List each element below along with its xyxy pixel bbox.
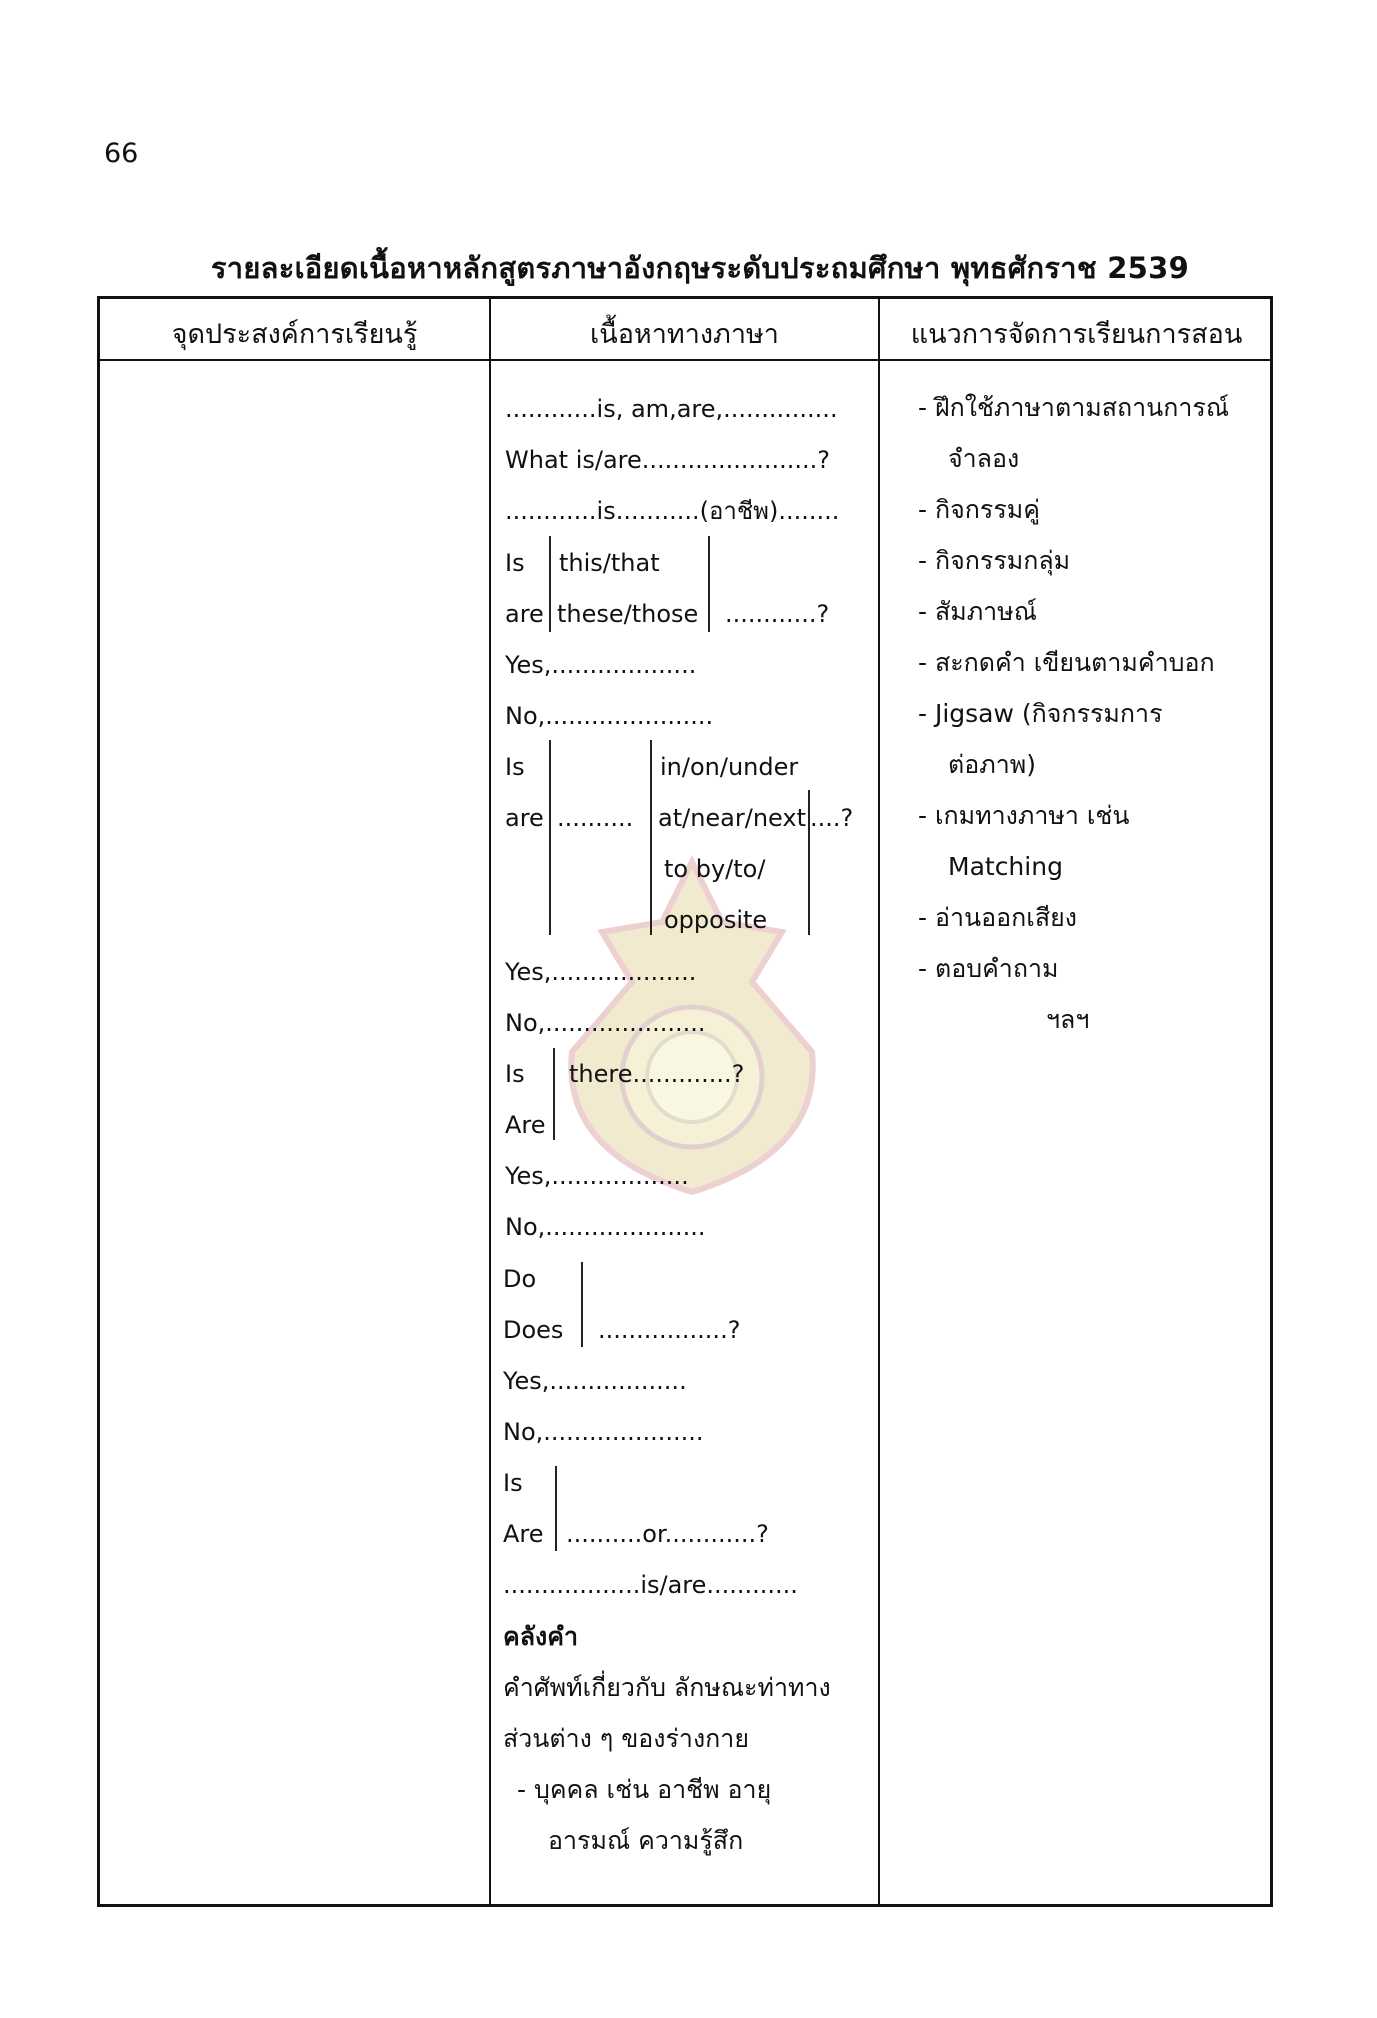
bracket-bar	[549, 740, 551, 935]
bracket-bar	[808, 790, 810, 935]
pattern-line-11: opposite	[664, 906, 768, 934]
pattern-line-10: to by/to/	[664, 855, 766, 883]
column-divider-1	[489, 296, 491, 1907]
pattern-line-9-are: are	[505, 804, 544, 832]
activity-item: - Jigsaw (กิจกรรมการ	[918, 699, 1163, 728]
vocabulary-line-2: ส่วนต่าง ๆ ของร่างกาย	[503, 1724, 749, 1753]
page-number: 66	[104, 138, 139, 169]
pattern-line-18-do: Do	[503, 1265, 537, 1293]
pattern-line-14-is: Is	[505, 1060, 525, 1088]
bracket-bar	[555, 1466, 557, 1551]
header-language-content: เนื้อหาทางภาษา	[590, 319, 779, 350]
table-header-divider	[97, 359, 1273, 361]
pattern-line-13: No,.....................	[505, 1009, 706, 1037]
pattern-line-16: Yes,..................	[505, 1162, 689, 1190]
pattern-line-8-is: Is	[505, 753, 525, 781]
pattern-line-15-are: Are	[505, 1111, 546, 1139]
pattern-line-9-question: ....?	[810, 804, 854, 832]
activity-item: ฯลฯ	[1046, 1005, 1090, 1034]
bracket-bar	[553, 1048, 555, 1140]
activity-item: - สัมภาษณ์	[918, 597, 1037, 626]
pattern-line-4-this-that: this/that	[559, 549, 660, 577]
vocabulary-line-1: คำศัพท์เกี่ยวกับ ลักษณะท่าทาง	[503, 1673, 831, 1702]
pattern-line-20: Yes,..................	[503, 1367, 687, 1395]
vocabulary-heading: คลังคำ	[503, 1622, 579, 1651]
header-teaching-approach: แนวการจัดการเรียนการสอน	[910, 319, 1243, 350]
pattern-line-23-or: ..........or............?	[566, 1520, 769, 1548]
activity-item: - ตอบคำถาม	[918, 954, 1059, 983]
pattern-line-6: Yes,...................	[505, 651, 697, 679]
bracket-bar	[549, 536, 551, 632]
pattern-line-23-are: Are	[503, 1520, 544, 1548]
activity-item: - เกมทางภาษา เช่น	[918, 801, 1130, 830]
header-objectives: จุดประสงค์การเรียนรู้	[171, 319, 418, 350]
pattern-line-19-does: Does	[503, 1316, 564, 1344]
activity-item: - อ่านออกเสียง	[918, 903, 1077, 932]
bracket-bar	[650, 740, 652, 935]
pattern-line-4-is: Is	[505, 549, 525, 577]
pattern-line-17: No,.....................	[505, 1213, 706, 1241]
bracket-bar	[708, 536, 710, 632]
activity-item: - ฝึกใช้ภาษาตามสถานการณ์	[918, 393, 1230, 422]
pattern-line-1: ............is, am,are,...............	[505, 395, 838, 423]
pattern-line-21: No,.....................	[503, 1418, 704, 1446]
document-title: รายละเอียดเนื้อหาหลักสูตรภาษาอังกฤษระดับประถมศึกษา พุทธศักราช 2539	[210, 251, 1190, 285]
activity-item: - กิจกรรมคู่	[918, 495, 1040, 524]
pattern-line-19-blank: .................?	[598, 1316, 741, 1344]
vocabulary-line-4: อารมณ์ ความรู้สึก	[548, 1826, 744, 1855]
column-divider-2	[878, 296, 880, 1907]
activity-item: Matching	[948, 852, 1063, 881]
pattern-line-9-blank: ..........	[557, 804, 634, 832]
pattern-line-24: ..................is/are............	[503, 1571, 798, 1599]
vocabulary-line-3: - บุคคล เช่น อาชีพ อายุ	[517, 1775, 772, 1804]
pattern-line-5-are: are	[505, 600, 544, 628]
pattern-line-8-prepositions: in/on/under	[660, 753, 799, 781]
pattern-line-3: ............is...........(อาชีพ)........	[505, 497, 840, 525]
pattern-line-5-these-those: these/those	[557, 600, 699, 628]
pattern-line-2: What is/are.......................?	[505, 446, 830, 474]
activity-item: ต่อภาพ)	[948, 750, 1037, 779]
pattern-line-22-is: Is	[503, 1469, 523, 1497]
curriculum-table	[97, 296, 1273, 1907]
pattern-line-12: Yes,...................	[505, 958, 697, 986]
pattern-line-7: No,......................	[505, 702, 714, 730]
pattern-line-9-prepositions: at/near/next	[658, 804, 807, 832]
pattern-line-14-there: there.............?	[569, 1060, 745, 1088]
activity-item: - กิจกรรมกลุ่ม	[918, 546, 1071, 575]
activity-item: จำลอง	[948, 444, 1020, 473]
pattern-line-5-blank: ............?	[725, 600, 830, 628]
bracket-bar	[581, 1262, 583, 1347]
activity-item: - สะกดคำ เขียนตามคำบอก	[918, 648, 1215, 677]
